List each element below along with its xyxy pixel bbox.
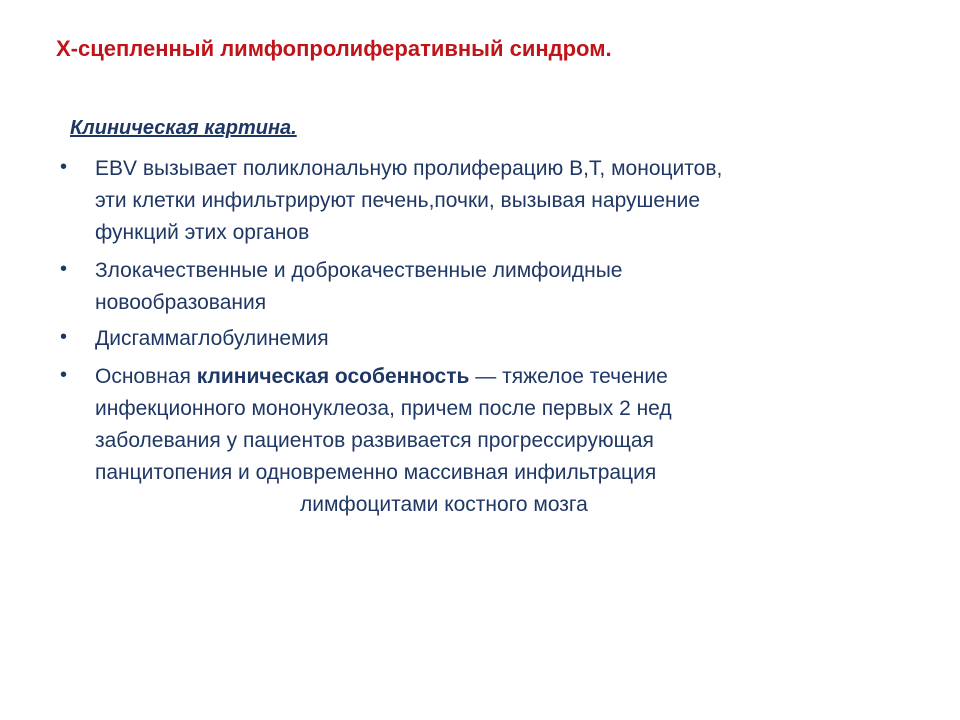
bullet-text-line: EBV вызывает поликлональную пролиферацию B,T, моноцитов, — [95, 157, 723, 180]
bullet-text-line: Дисгаммаглобулинемия — [95, 327, 329, 350]
bullet-text-emphasis: клиническая особенность — [196, 365, 470, 388]
bullet-text-line — [95, 365, 668, 389]
bullet-text-line: лимфоцитами костного мозга — [300, 493, 588, 516]
bullet-text-line: заболевания у пациентов развивается прогрессирующая — [95, 429, 654, 452]
bullet-text-line: инфекционного мононуклеоза, причем после первых 2 нед — [95, 397, 672, 420]
slide-title: Х-сцепленный лимфопролиферативный синдром. — [56, 36, 612, 61]
bullet-text-line: Злокачественные и доброкачественные лимфоидные — [95, 259, 623, 282]
bullet-dot-icon: • — [60, 156, 68, 178]
bullet-text-plain: — тяжелое течение — [469, 365, 668, 388]
bullet-text-line: функций этих органов — [95, 221, 310, 244]
bullet-dot-icon: • — [60, 258, 68, 280]
bullet-dot-icon: • — [60, 326, 68, 348]
bullet-text-plain: Основная — [95, 365, 197, 388]
bullet-text-line: панцитопения и одновременно массивная инфильтрация — [95, 461, 657, 484]
bullet-text-line: эти клетки инфильтрируют печень,почки, вызывая нарушение — [95, 189, 701, 212]
section-subtitle: Клиническая картина. — [70, 117, 297, 139]
bullet-dot-icon: • — [60, 364, 68, 386]
bullet-text-line: новообразования — [95, 291, 267, 314]
